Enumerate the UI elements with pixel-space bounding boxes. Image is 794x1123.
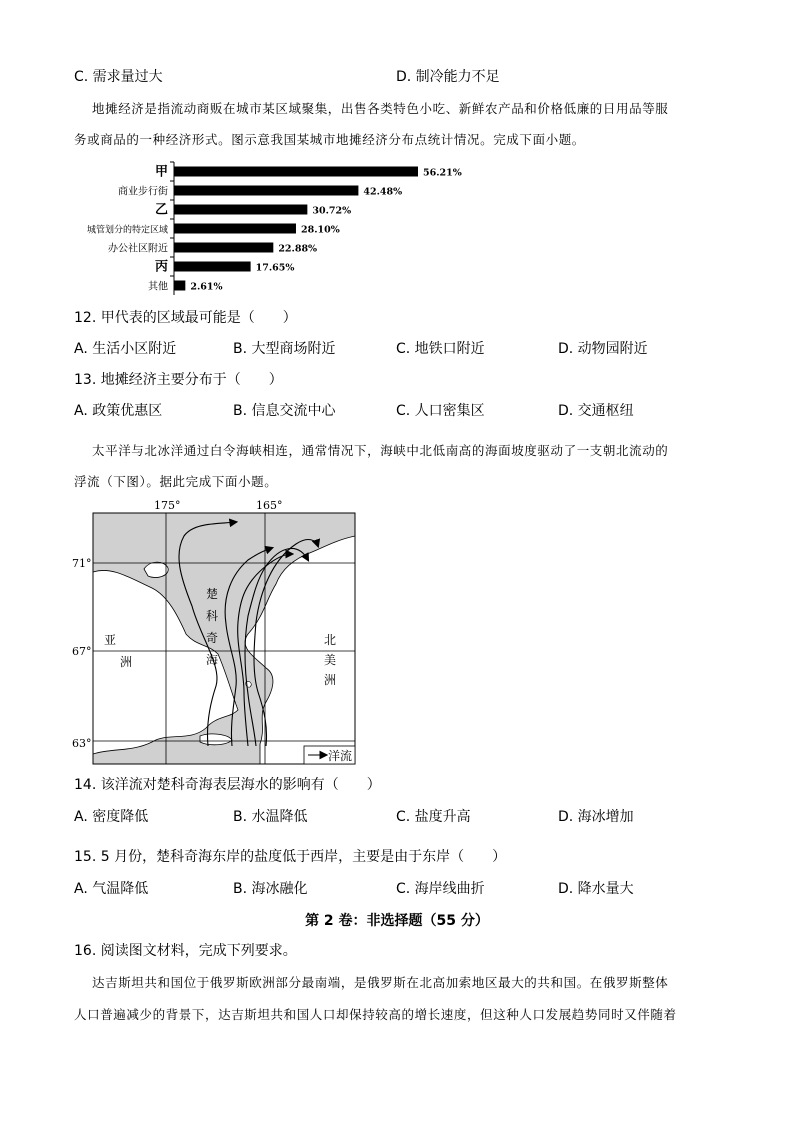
q13-stem: 13. 地摊经济主要分布于（ ） xyxy=(74,372,283,388)
chart-value-label: 56.21% xyxy=(423,167,462,179)
chart-category-label: 乙 xyxy=(154,202,168,218)
q14-stem: 14. 该洋流对楚科奇海表层海水的影响有（ ） xyxy=(74,777,381,793)
q15-option-c: C. 海岸线曲折 xyxy=(396,881,485,897)
q11-option-d: D. 制冷能力不足 xyxy=(396,69,500,85)
bar-chart xyxy=(60,158,480,298)
q14-option-b: B. 水温降低 xyxy=(233,809,308,825)
lon-165-label: 165° xyxy=(256,499,283,512)
passage1-line1: 地摊经济是指流动商贩在城市某区域聚集，出售各类特色小吃、新鲜农产品和价格低廉的日用品等服 xyxy=(92,101,669,116)
sea-name-char-4: 海 xyxy=(206,653,219,667)
chart-bar xyxy=(174,262,251,272)
chart-category-label: 其他 xyxy=(148,281,168,293)
q13-option-a: A. 政策优惠区 xyxy=(74,403,163,419)
q16-stem: 16. 阅读图文材料，完成下列要求。 xyxy=(74,943,297,959)
chart-bar xyxy=(174,186,358,196)
lat-71-label: 71° xyxy=(72,557,92,570)
sea-name-char-1: 楚 xyxy=(206,587,219,601)
chart-category-label: 城管划分的特定区域 xyxy=(86,225,168,236)
q13-option-c: C. 人口密集区 xyxy=(396,403,485,419)
lat-63-label: 63° xyxy=(72,737,92,750)
q12-option-b: B. 大型商场附近 xyxy=(233,341,336,357)
chart-bar xyxy=(174,205,307,215)
q16-line1: 达吉斯坦共和国位于俄罗斯欧洲部分最南端，是俄罗斯在北高加索地区最大的共和国。在俄罗斯整体 xyxy=(92,975,669,990)
north-america-label-char-2: 美 xyxy=(324,653,337,667)
bering-strait-map xyxy=(60,496,370,768)
q14-option-c: C. 盐度升高 xyxy=(396,809,471,825)
q15-option-a: A. 气温降低 xyxy=(74,881,149,897)
q15-option-b: B. 海冰融化 xyxy=(233,881,308,897)
q11-option-c: C. 需求量过大 xyxy=(74,69,163,85)
asia-label-char-1: 亚 xyxy=(104,633,117,647)
q12-option-a: A. 生活小区附近 xyxy=(74,341,177,357)
sea-name-char-2: 科 xyxy=(206,609,219,623)
lon-175-label: 175° xyxy=(154,499,181,512)
q14-option-d: D. 海冰增加 xyxy=(558,809,634,825)
chart-value-label: 28.10% xyxy=(300,224,340,236)
chart-bar xyxy=(174,167,418,177)
part2-title: 第 2 卷：非选择题（55 分） xyxy=(305,913,489,929)
chart-category-label: 丙 xyxy=(154,259,168,275)
q16-line2: 人口普遍减少的背景下，达吉斯坦共和国人口却保持较高的增长速度，但这种人口发展趋势同时又伴随着 xyxy=(74,1007,677,1022)
chart-category-label: 商业步行街 xyxy=(118,186,168,198)
chart-value-label: 17.65% xyxy=(255,262,295,274)
passage1-line2: 务或商品的一种经济形式。图示意我国某城市地摊经济分布点统计情况。完成下面小题。 xyxy=(74,132,585,147)
chart-bar xyxy=(174,281,185,291)
asia-label-char-2: 洲 xyxy=(120,655,133,669)
north-america-label-char-3: 洲 xyxy=(324,673,337,687)
q14-option-a: A. 密度降低 xyxy=(74,809,149,825)
passage2-line1: 太平洋与北冰洋通过白令海峡相连，通常情况下，海峡中北低南高的海面坡度驱动了一支朝北流动的 xyxy=(92,443,669,458)
chart-category-label: 办公社区附近 xyxy=(108,243,168,255)
chart-bar xyxy=(174,224,296,234)
chart-value-label: 22.88% xyxy=(278,243,318,255)
north-america-label-char-1: 北 xyxy=(324,633,337,647)
q15-stem: 15. 5 月份，楚科奇海东岸的盐度低于西岸，主要是由于东岸（ ） xyxy=(74,849,507,865)
q12-stem: 12. 甲代表的区域最可能是（ ） xyxy=(74,310,297,326)
chart-category-label: 甲 xyxy=(154,164,168,180)
q13-option-b: B. 信息交流中心 xyxy=(233,403,336,419)
chart-value-label: 2.61% xyxy=(190,281,223,293)
q15-option-d: D. 降水量大 xyxy=(558,881,634,897)
legend-label: 洋流 xyxy=(328,749,353,763)
q12-option-c: C. 地铁口附近 xyxy=(396,341,485,357)
passage2-line2: 浮流（下图）。据此完成下面小题。 xyxy=(74,474,278,489)
chart-bar xyxy=(174,243,273,253)
sea-name-char-3: 奇 xyxy=(206,631,219,645)
chart-value-label: 30.72% xyxy=(312,205,352,217)
lat-67-label: 67° xyxy=(72,645,92,658)
chart-value-label: 42.48% xyxy=(363,186,403,198)
q12-option-d: D. 动物园附近 xyxy=(558,341,648,357)
q13-option-d: D. 交通枢纽 xyxy=(558,403,634,419)
